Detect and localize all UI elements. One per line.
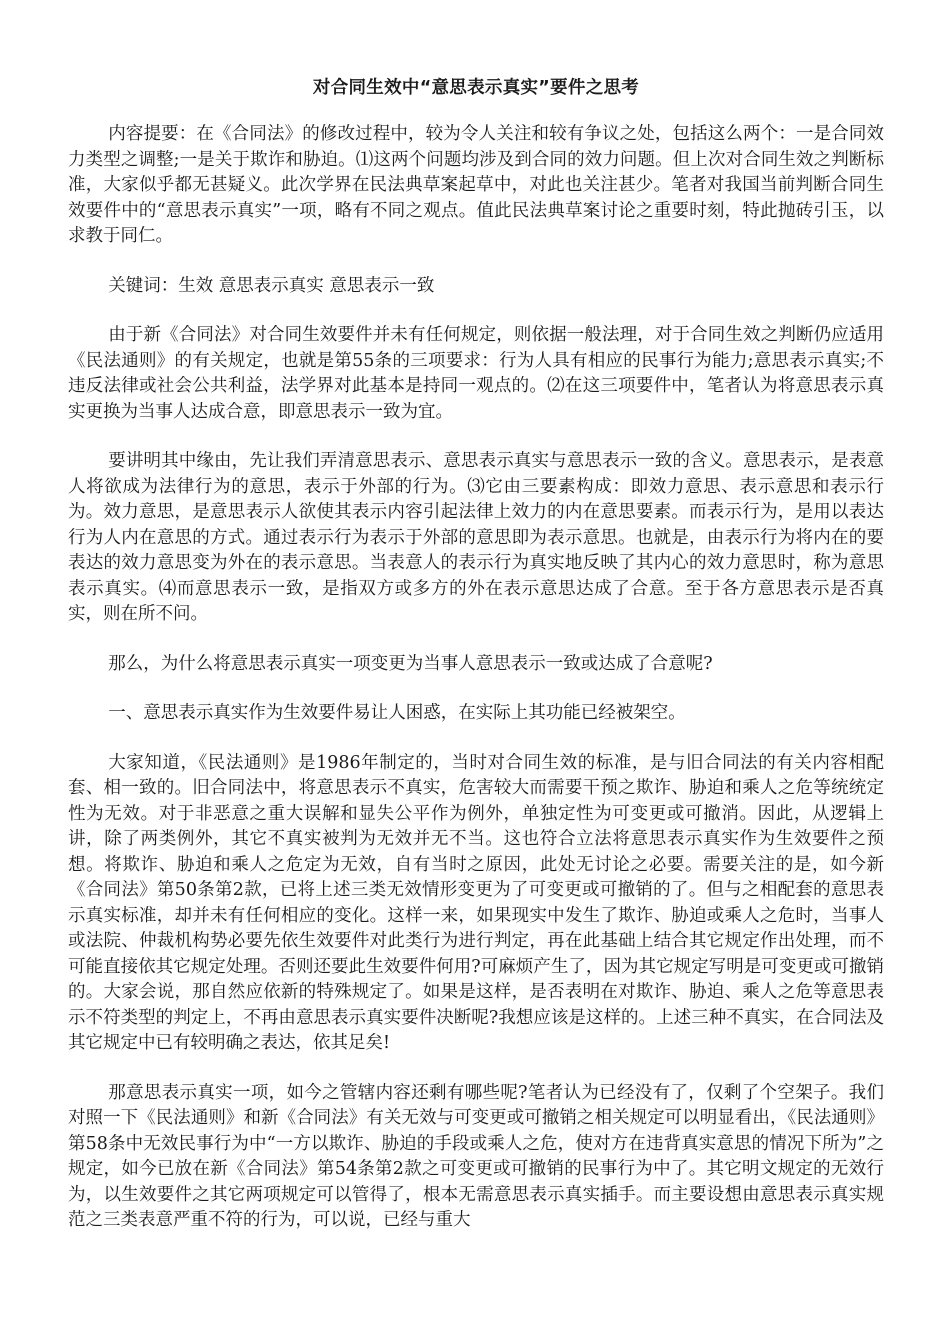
body-paragraph: 由于新《合同法》对合同生效要件并未有任何规定，则依据一般法理，对于合同生效之判断仍应适用《民法通则》的有关规定，也就是第55条的三项要求：行为人具有相应的民事行为能力;意思表示真实;不违反法律或社会公共利益，法学界对此基本是持同一观点的。⑵在这三项要件中，笔者认为将意思表示真实更换为当事人达成合意，即意思表示一致为宜。 — [68, 325, 884, 422]
body-paragraph: 那意思表示真实一项，如今之管辖内容还剩有哪些呢?笔者认为已经没有了，仅剩了个空架子。我们对照一下《民法通则》和新《合同法》有关无效与可变更或可撤销之相关规定可以明显看出，《民法通则》第58条中无效民事行为中“一方以欺诈、胁迫的手段或乘人之危，使对方在违背真实意思的情况下所为”之规定，如今已放在新《合同法》第54条第2款之可变更或可撤销的民事行为中了。其它明文规定的无效行为，以生效要件之其它两项规定可以管得了，根本无需意思表示真实插手。而主要设想由意思表示真实规范之三类表意严重不符的行为，可以说，已经与重大 — [68, 1082, 884, 1230]
section-heading: 一、意思表示真实作为生效要件易让人困惑，在实际上其功能已经被架空。 — [108, 703, 686, 723]
body-paragraph: 大家知道，《民法通则》是1986年制定的，当时对合同生效的标准，是与旧合同法的有关内容相配套、相一致的。旧合同法中，将意思表示不真实，危害较大而需要干预之欺诈、胁迫和乘人之危等统统定性为无效。对于非恶意之重大误解和显失公平作为例外，单独定性为可变更或可撤消。因此，从逻辑上讲，除了两类例外，其它不真实被判为无效并无不当。这也符合立法将意思表示真实作为生效要件之预想。将欺诈、胁迫和乘人之危定为无效，自有当时之原因，此处无讨论之必要。需要关注的是，如今新《合同法》第50条第2款，已将上述三类无效情形变更为了可变更或可撤销的了。但与之相配套的意思表示真实标准，却并未有任何相应的变化。这样一来，如果现实中发生了欺诈、胁迫或乘人之危时，当事人或法院、仲裁机构势必要先依生效要件对此类行为进行判定，再在此基础上结合其它规定作出处理，而不可能直接依其它规定处理。否则还要此生效要件何用?可麻烦产生了，因为其它规定写明是可变更或可撤销的。大家会说，那自然应依新的特殊规定了。如果是这样，是否表明在对欺诈、胁迫、乘人之危等意思表示不符类型的判定上，不再由意思表示真实要件决断呢?我想应该是这样的。上述三种不真实，在合同法及其它规定中已有较明确之表达，依其足矣! — [68, 752, 884, 1053]
body-paragraph: 要讲明其中缘由，先让我们弄清意思表示、意思表示真实与意思表示一致的含义。意思表示，是表意人将欲成为法律行为的意思，表示于外部的行为。⑶它由三要素构成：即效力意思、表示意思和表示行为。效力意思，是意思表示人欲使其表示内容引起法律上效力的内在意思要素。而表示行为，是用以表达行为人内在意思的方式。通过表示行为表示于外部的意思即为表示意思。也就是，由表示行为将内在的要表达的效力意思变为外在的表示意思。当表意人的表示行为真实地反映了其内心的效力意思时，称为意思表示真实。⑷而意思表示一致，是指双方或多方的外在表示意思达成了合意。至于各方意思表示是否真实，则在所不问。 — [68, 451, 884, 624]
keywords-paragraph: 关键词：生效 意思表示真实 意思表示一致 — [108, 275, 435, 296]
document-title: 对合同生效中“意思表示真实”要件之思考 — [312, 78, 640, 98]
body-paragraph: 那么，为什么将意思表示真实一项变更为当事人意思表示一致或达成了合意呢? — [108, 653, 713, 674]
document-page — [68, 74, 884, 1258]
abstract-paragraph: 内容提要：在《合同法》的修改过程中，较为令人关注和较有争议之处，包括这么两个：一是合同效力类型之调整;一是关于欺诈和胁迫。⑴这两个问题均涉及到合同的效力问题。但上次对合同生效之判断标准，大家似乎都无甚疑义。此次学界在民法典草案起草中，对此也关注甚少。笔者对我国当前判断合同生效要件中的“意思表示真实”一项，略有不同之观点。值此民法典草案讨论之重要时刻，特此抛砖引玉，以求教于同仁。 — [68, 124, 884, 246]
